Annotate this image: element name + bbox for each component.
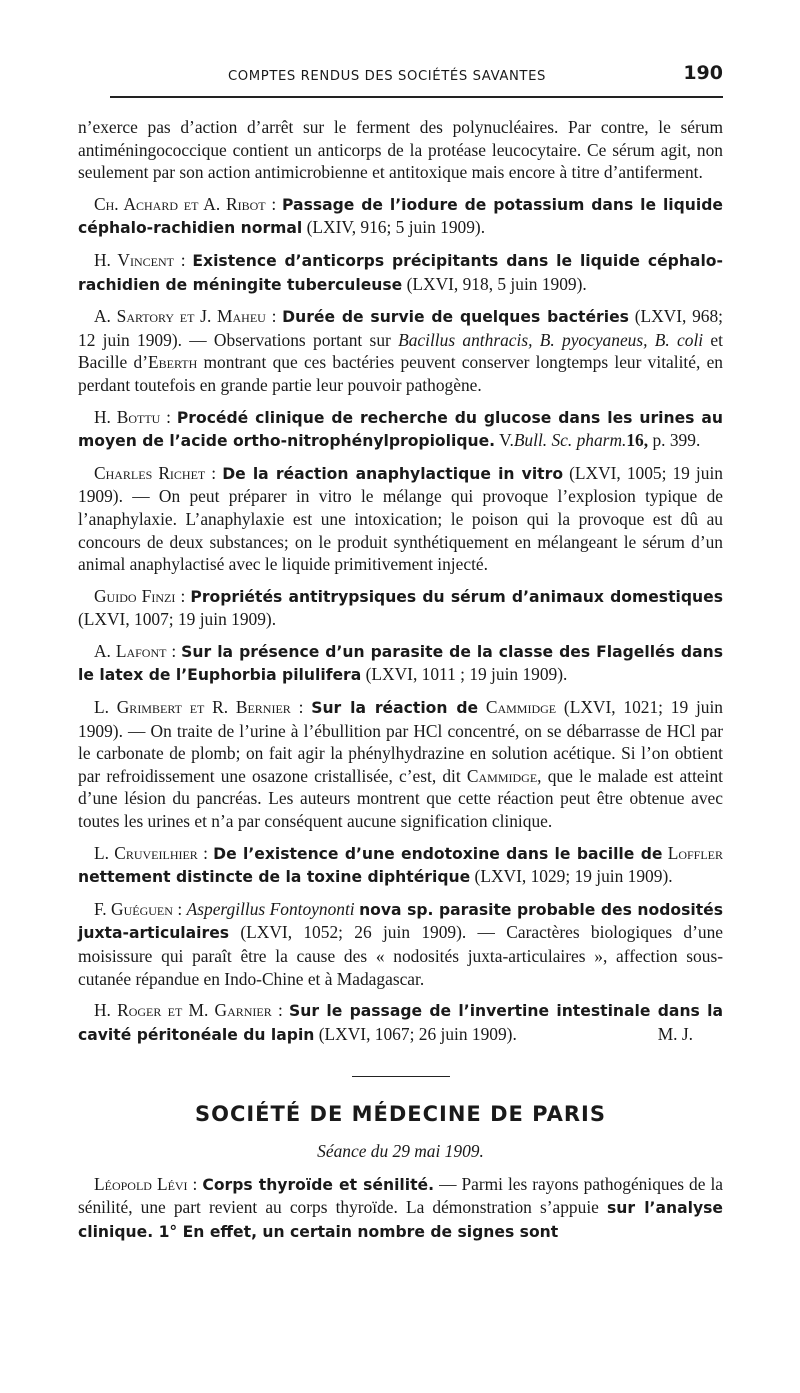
journal-name: Bull. Sc. pharm. [513, 430, 627, 451]
entry-title: Existence d’anticorps précipitants dans le liquide céphalo-rachidien de méningite tuberculeuse [78, 251, 723, 294]
entry-title: De la réaction anaphylactique in vitro [222, 464, 564, 483]
page-number: 190 [683, 62, 723, 84]
entry-text: et Bacille d’ [78, 329, 723, 373]
entry-ref: (LXVI, 1005; 19 juin 1909). — On peut préparer in vitro le mélange qui provoque l’explosion typique de l’anaphylaxie. L’anaphylaxie est une intoxication; le poison qui la provoque est dû au concours de deux substances; on le produit synthétiquement en mélangeant le sérum d’un animal anaphylactisé avec le liquide primitivement injecté. [78, 462, 723, 575]
entry-author: L. Cruveilhier [94, 842, 198, 863]
entry-text-2: que le malade est atteint d’une lésion du pancréas. Les auteurs montrent que cette réaction peut être obtenue avec toutes les urines et n’a par conséquent aucune signification clinique. [78, 765, 723, 832]
entry-ref: (LXVI, 1007; 19 juin 1909). [78, 609, 277, 630]
entry-author: Ch. Achard et A. Ribot [94, 193, 266, 214]
entry-author: L. Grimbert et R. Bernier [94, 697, 291, 718]
entry-text-bold: sur l’analyse clinique. 1° En effet, un certain nombre de signes sont [78, 1199, 723, 1241]
entry-text-2: montrant que ces bactéries peuvent conserver longtemps leur vitalité, en perdant toutefois en grande partie leur pouvoir pathogène. [78, 352, 723, 395]
page [78, 62, 723, 1252]
entry-author: A. Lafont [94, 640, 167, 661]
entry-title: Sur la réaction de [311, 699, 479, 718]
entry-title: Passage de l’iodure de potassium dans le liquide céphalo-rachidien normal [78, 195, 723, 238]
entry-title: Propriétés antitrypsiques du sérum d’animaux domestiques [190, 587, 724, 606]
entry-author: H. Roger et M. Garnier [94, 1000, 272, 1021]
entry-title: Procédé clinique de recherche du glucose dans les urines au moyen de l’acide ortho-nitrophénylpropiolique. [78, 408, 723, 451]
entry-ref: (LXIV, 916; 5 juin 1909). [306, 217, 486, 238]
entry-ref: V. [499, 430, 514, 451]
cited-author: Cammidge, [466, 765, 542, 786]
species-names: Bacillus anthracis, B. pyocyaneus, B. coli [398, 329, 704, 350]
entry-grimbert: L. Grimbert et R. Bernier : Sur la réaction de Cammidge (LXVI, 1021; 19 juin 1909). — On traite de l’urine à l’ébullition par HCl concentré, on se débarrasse de HCl par le carbonate de plomb; on fait agir la phénylhydrazine en solution acétique. Si l’on obtient par refroidissement une osazone cristallisée, c’est, dit Cammidge, que le malade est atteint d’une lésion du pancréas. Les auteurs montrent que cette réaction peut être obtenue avec toutes les urines et n’a par conséquent aucune signification clinique. [78, 697, 723, 832]
entry-title: Sur la présence d’un parasite de la classe des Flagellés dans le latex de l’Euphorbia pilulifera [78, 642, 723, 685]
entry-ref: (LXVI, 1029; 19 juin 1909). [474, 866, 673, 887]
entry-title: nova sp. parasite probable des nodosités juxta-articulaires [78, 900, 724, 943]
entry-ref: (LXVI, 1011 ; 19 juin 1909). [365, 664, 568, 685]
section-title: SOCIÉTÉ DE MÉDECINE DE PARIS [194, 1102, 606, 1127]
species-title: Aspergillus Fontoynonti [186, 898, 355, 919]
entry-vincent: H. Vincent : Existence d’anticorps précipitants dans le liquide céphalo-rachidien de méningite tuberculeuse (LXVI, 918, 5 juin 1909). [78, 249, 723, 294]
title-author: Loffler [667, 842, 724, 863]
entry-author: Léopold Lévi [94, 1173, 188, 1194]
entry-title-2: nettement distincte de la toxine diphtérique [78, 868, 471, 887]
entry-ref: (LXVI, 1067; 26 juin 1909). [318, 1023, 517, 1044]
entry-achard: Ch. Achard et A. Ribot : Passage de l’iodure de potassium dans le liquide céphalo-rachidien normal (LXIV, 916; 5 juin 1909). [78, 193, 723, 238]
running-head [78, 62, 723, 90]
continuation-paragraph: n’exerce pas d’action d’arrêt sur le ferment des polynucléaires. Par contre, le sérum antiméningococcique contient un anticorps de la protéase leucocytaire. Ce sérum agit, non seulement par son action antimicrobienne et antitoxique mais encore à titre d’antiferment. [78, 117, 723, 183]
journal-page: p. 399. [652, 430, 701, 451]
entry-roger: H. Roger et M. Garnier : Sur le passage de l’invertine intestinale dans la cavité péritonéale du lapin (LXVI, 1067; 26 juin 1909). M. J. [78, 1000, 723, 1044]
entry-bottu: H. Bottu : Procédé clinique de recherche du glucose dans les urines au moyen de l’acide ortho-nitrophénylpropiolique. V.Bull. Sc. pharm.16, p. 399. [78, 406, 723, 451]
section-divider [352, 1076, 450, 1077]
signature: M. J. [657, 1023, 693, 1044]
entry-text: — Parmi les rayons pathogéniques de la sénilité, une part revient au corps thyroïde. La démonstration s’appuie [78, 1173, 724, 1218]
entry-author: F. Guéguen [94, 898, 173, 919]
entry-cruveilhier: L. Cruveilhier : De l’existence d’une endotoxine dans le bacille de Loffler nettement distincte de la toxine diphtérique (LXVI, 1029; 19 juin 1909). [78, 842, 724, 887]
entry-title: Corps thyroïde et sénilité. [202, 1175, 435, 1194]
entry-finzi: Guido Finzi : Propriétés antitrypsiques du sérum d’animaux domestiques (LXVI, 1007; 19 juin 1909). [78, 585, 724, 630]
cited-author: Eberth [148, 352, 198, 373]
seance-date: Séance du 29 mai 1909. [317, 1140, 484, 1161]
entry-author: Guido Finzi [94, 585, 176, 606]
entry-author: Charles Richet [94, 462, 206, 483]
entry-ref: (LXVI, 1021; 19 juin 1909). — On traite de l’urine à l’ébullition par HCl concentré, on se débarrasse de HCl par le carbonate de plomb; on fait agir la phénylhydrazine en solution acétique. Si l’on obtient par refroidissement une osazone cristallisée, c’est, dit [78, 697, 723, 786]
running-title: COMPTES RENDUS DES SOCIÉTÉS SAVANTES [228, 69, 546, 84]
entry-richet: Charles Richet : De la réaction anaphylactique in vitro (LXVI, 1005; 19 juin 1909). — On peut préparer in vitro le mélange qui provoque l’explosion typique de l’anaphylaxie. L’anaphylaxie est une intoxication; le poison qui la provoque est dû au concours de deux substances; on le produit synthétiquement en mélangeant le sérum d’un animal anaphylactisé avec le liquide primitivement injecté. [78, 462, 723, 575]
entry-ref: (LXVI, 968; 12 juin 1909). — Observations portant sur [78, 306, 724, 350]
entry-sartory: A. Sartory et J. Maheu : Durée de survie de quelques bactéries (LXVI, 968; 12 juin 1909). — Observations portant sur Bacillus anthracis, B. pyocyaneus, B. coli et Bacille d’Eberth montrant que ces bactéries peuvent conserver longtemps leur vitalité, en perdant toutefois en grande partie leur pouvoir pathogène. [78, 306, 724, 395]
entry-levi: Léopold Lévi : Corps thyroïde et sénilité. — Parmi les rayons pathogéniques de la sénilité, une part revient au corps thyroïde. La démonstration s’appuie sur l’analyse clinique. 1° En effet, un certain nombre de signes sont [78, 1173, 724, 1241]
entry-gueguen: F. Guéguen : Aspergillus Fontoynonti nova sp. parasite probable des nodosités juxta-articulaires (LXVI, 1052; 26 juin 1909). — Caractères biologiques d’une moisissure qui paraît être la cause des « nodosités juxta-articulaires », affection sous-cutanée répandue en Indo-Chine et à Madagascar. [78, 898, 724, 989]
title-author: Cammidge [485, 697, 557, 718]
journal-volume: 16, [626, 430, 649, 451]
entry-author: H. Bottu [94, 406, 161, 427]
entry-ref: (LXVI, 1052; 26 juin 1909). — Caractères biologiques d’une moisissure qui paraît être la cause des « nodosités juxta-articulaires », affection sous-cutanée répandue en Indo-Chine et à Madagascar. [78, 922, 723, 989]
entry-title: De l’existence d’une endotoxine dans le bacille de [213, 844, 663, 863]
entry-title: Durée de survie de quelques bactéries [282, 308, 629, 327]
entry-author: A. Sartory et J. Maheu [94, 306, 266, 327]
header-rule [110, 96, 723, 98]
entry-ref: (LXVI, 918, 5 juin 1909). [406, 273, 587, 294]
entry-author: H. Vincent [94, 249, 174, 270]
entry-lafont: A. Lafont : Sur la présence d’un parasite de la classe des Flagellés dans le latex de l’Euphorbia pilulifera (LXVI, 1011 ; 19 juin 1909). [78, 640, 723, 685]
entry-title: Sur le passage de l’invertine intestinale dans la cavité péritonéale du lapin [78, 1002, 723, 1044]
